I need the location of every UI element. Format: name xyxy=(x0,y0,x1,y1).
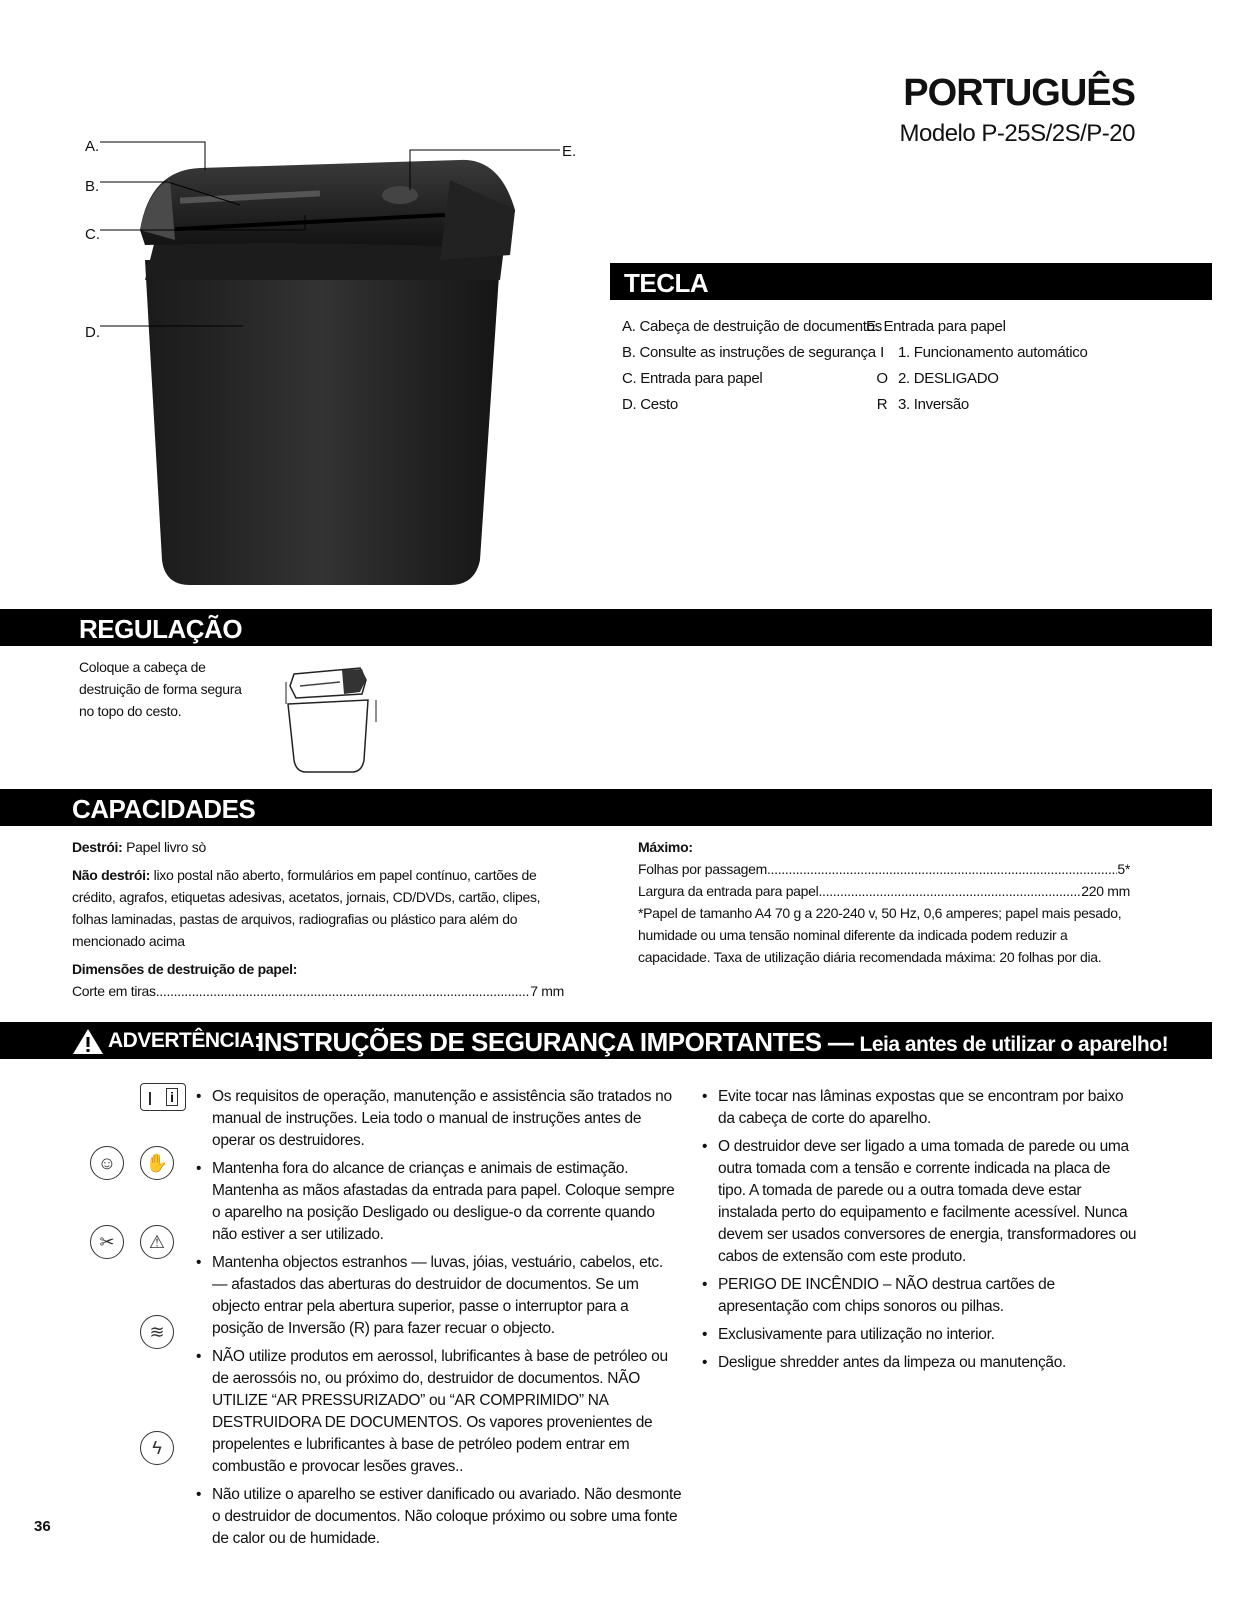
list-item: • Exclusivamente para utilização no interior. xyxy=(698,1324,1138,1346)
key-item: A. Cabeça de destruição de documentos xyxy=(622,318,882,335)
capacidades-right xyxy=(638,836,1130,968)
label-a: A. xyxy=(85,138,100,155)
folhas-value: 5* xyxy=(1117,861,1130,877)
shredder-illustration xyxy=(60,130,580,600)
destroi-label: Destrói: xyxy=(72,839,123,855)
capacidades-left xyxy=(72,836,564,1002)
safety-right-list xyxy=(698,1086,1138,1380)
corte-label: Corte em tiras xyxy=(72,983,156,999)
label-d: D. xyxy=(85,324,100,341)
advertencia-title: INSTRUÇÕES DE SEGURANÇA IMPORTANTES xyxy=(257,1027,822,1057)
advertencia-header: ADVERTÊNCIA: INSTRUÇÕES DE SEGURANÇA IMPORTANTES — Leia antes de utilizar o aparelho! xyxy=(0,1022,1212,1059)
electric-shock-icon: ϟ xyxy=(140,1431,174,1465)
switch-symbol: O xyxy=(876,370,888,387)
key-item: 3. Inversão xyxy=(898,396,969,413)
list-item: • Os requisitos de operação, manutenção e assistência são tratados no manual de instruções. Leia todo o manual de instruções antes de operar os destruidores. xyxy=(192,1086,682,1152)
label-e: E. xyxy=(562,143,577,160)
folhas-label: Folhas por passagem xyxy=(638,861,767,877)
capacidades-header: CAPACIDADES xyxy=(0,789,1212,826)
maximo-label: Máximo: xyxy=(638,839,693,855)
nao-destroi-value: lixo postal não aberto, formulários em papel contínuo, cartões de crédito, agrafos, etiquetas adesivas, acetatos, jornais, CD/DVDs, cartão, clipes, folhas laminadas, pastas de arquivos, radiografias ou plástico para além do mencionado acima xyxy=(72,867,541,949)
child-prohibited-icon: ☺ xyxy=(90,1146,124,1180)
language-title: PORTUGUÊS xyxy=(903,72,1135,114)
hand-prohibited-icon: ✋ xyxy=(140,1146,174,1180)
nao-destroi-label: Não destrói: xyxy=(72,867,151,883)
switch-symbol: R xyxy=(876,396,888,413)
hair-prohibited-icon: ✂ xyxy=(90,1225,124,1259)
aerosol-prohibited-icon: ≋ xyxy=(140,1315,174,1349)
key-item: B. Consulte as instruções de segurança xyxy=(622,344,876,361)
advertencia-subtitle: Leia antes de utilizar o aparelho! xyxy=(859,1033,1169,1056)
page-number: 36 xyxy=(34,1518,51,1535)
destroi-value: Papel livro sò xyxy=(126,839,206,855)
list-item: • Desligue shredder antes da limpeza ou manutenção. xyxy=(698,1352,1138,1374)
tie-prohibited-icon: ⚠ xyxy=(140,1225,174,1259)
corte-value: 7 mm xyxy=(530,983,564,999)
regulacao-text: Coloque a cabeça de destruição de forma segura no topo do cesto. xyxy=(79,659,242,719)
dimensoes-label: Dimensões de destruição de papel: xyxy=(72,961,298,977)
advertencia-label: ADVERTÊNCIA: xyxy=(108,1029,261,1052)
tecla-left-list xyxy=(622,314,882,418)
tecla-right-list xyxy=(866,314,1088,418)
model-subtitle: Modelo P-25S/2S/P-20 xyxy=(899,120,1135,147)
label-b: B. xyxy=(85,178,100,195)
list-item: • Mantenha objectos estranhos — luvas, jóias, vestuário, cabelos, etc. — afastados das aberturas do destruidor de documentos. Se um objecto entrar pela abertura superior, passe o interruptor para a posição de Inversão (R) para fazer recuar o objecto. xyxy=(192,1252,682,1340)
assembly-illustration xyxy=(282,664,382,776)
largura-label: Largura da entrada para papel xyxy=(638,883,819,899)
capacity-note: *Papel de tamanho A4 70 g a 220-240 v, 50 Hz, 0,6 amperes; papel mais pesado, humidade ou uma tensão nominal diferente da indicada podem reduzir a capacidade. Taxa de utilização diária recomendada máxima: 20 folhas por dia. xyxy=(638,905,1122,965)
list-item: • Mantenha fora do alcance de crianças e animais de estimação. Mantenha as mãos afastadas da entrada para papel. Coloque sempre o aparelho na posição Desligado ou desligue-o da corrente quando não estiver a ser utilizado. xyxy=(192,1158,682,1246)
key-item: 1. Funcionamento automático xyxy=(898,344,1088,361)
warning-icon xyxy=(72,1028,104,1055)
list-item: • Evite tocar nas lâminas expostas que se encontram por baixo da cabeça de corte do aparelho. xyxy=(698,1086,1138,1130)
key-item: E. Entrada para papel xyxy=(866,318,1006,335)
label-c: C. xyxy=(85,226,100,243)
list-item: • NÃO utilize produtos em aerossol, lubrificantes à base de petróleo ou de aerossóis no, ou próximo do, destruidor de documentos. NÃO UTILIZE “AR PRESSURIZADO” ou “AR COMPRIMIDO” NA DESTRUIDORA DE DOCUMENTOS. Os vapores provenientes de propelentes e lubrificantes à base de petróleo podem entrar em combustão e provocar lesões graves.. xyxy=(192,1346,682,1478)
manual-icon: | i xyxy=(140,1083,186,1111)
key-item: 2. DESLIGADO xyxy=(898,370,999,387)
tecla-header: TECLA xyxy=(610,263,1212,300)
safety-left-list xyxy=(192,1086,682,1556)
key-item: D. Cesto xyxy=(622,396,678,413)
regulacao-header: REGULAÇÃO xyxy=(0,609,1212,646)
key-item: C. Entrada para papel xyxy=(622,370,763,387)
list-item: • PERIGO DE INCÊNDIO – NÃO destrua cartões de apresentação com chips sonoros ou pilhas. xyxy=(698,1274,1138,1318)
largura-value: 220 mm xyxy=(1081,883,1130,899)
list-item: • Não utilize o aparelho se estiver danificado ou avariado. Não desmonte o destruidor de documentos. Não coloque próximo ou sobre uma fonte de calor ou de humidade. xyxy=(192,1484,682,1550)
list-item: • O destruidor deve ser ligado a uma tomada de parede ou uma outra tomada com a tensão e corrente indicada na placa de tipo. A tomada de parede ou a outra tomada deve estar instalada perto do equipamento e facilmente acessível. Nunca devem ser usados conversores de energia, transformadores ou cabos de extensão com este produto. xyxy=(698,1136,1138,1268)
switch-symbol: I xyxy=(880,344,884,361)
